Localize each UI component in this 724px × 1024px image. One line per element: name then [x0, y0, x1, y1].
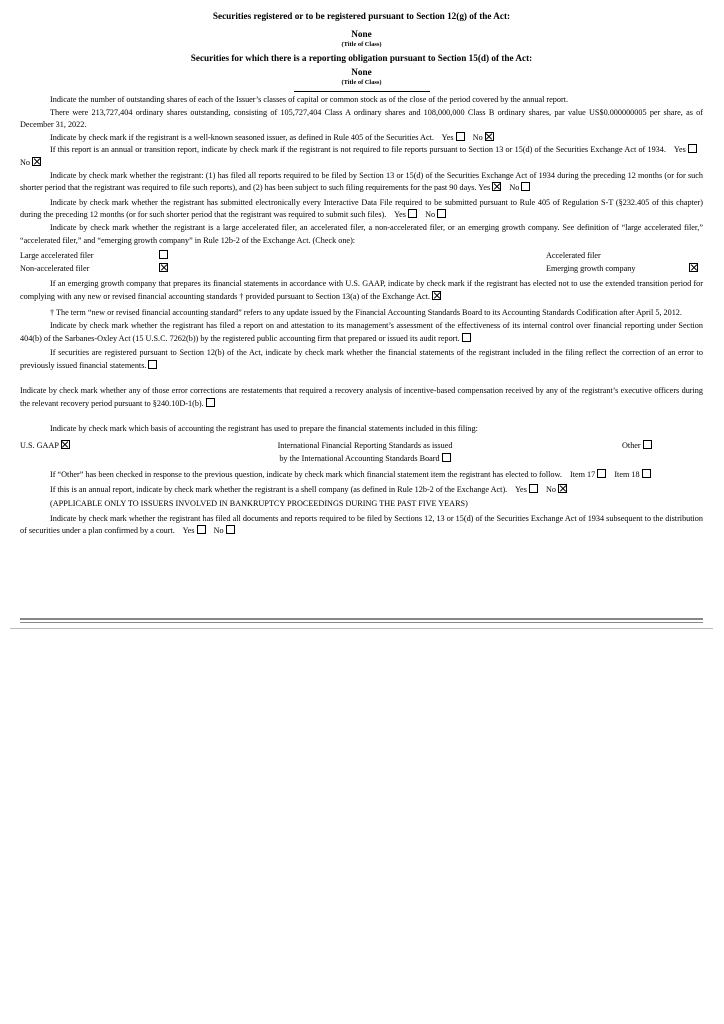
not-required-no-checkbox[interactable] — [32, 157, 41, 166]
us-gaap-option — [20, 440, 70, 453]
wksi-no-checkbox[interactable] — [485, 132, 494, 141]
restatements-question — [20, 385, 703, 410]
filed-reports-yes-checkbox[interactable] — [492, 182, 501, 191]
not-required-question — [20, 144, 703, 169]
error-correction-question — [20, 347, 703, 372]
ifrs-label-line1: International Financial Reporting Standards as issued — [277, 441, 453, 451]
basis-question: Indicate by check mark which basis of accounting the registrant has used to prepare the financial statements included in this filing: — [50, 424, 478, 434]
bankruptcy-question — [20, 513, 703, 538]
large-accelerated-checkbox[interactable] — [159, 250, 168, 263]
us-gaap-label: U.S. GAAP — [20, 441, 59, 451]
ifrs-checkbox[interactable] — [442, 453, 451, 462]
item18-checkbox[interactable] — [642, 469, 651, 478]
accelerated-label: Accelerated filer — [546, 251, 601, 261]
non-accelerated-label: Non-accelerated filer — [20, 264, 90, 274]
us-gaap-checkbox[interactable] — [61, 440, 70, 449]
egc-transition-question — [20, 278, 703, 303]
other-option — [622, 440, 652, 453]
basis-row — [20, 440, 703, 464]
error-correction-checkbox[interactable] — [148, 360, 157, 369]
shares-intro: Indicate the number of outstanding shares of each of the Issuer’s classes of capital or common stock as of the close of the period covered by the annual report. — [50, 95, 568, 104]
not-required-yes-label: Yes — [673, 145, 686, 155]
shell-question — [20, 484, 703, 497]
filed-reports-text: Indicate by check mark whether the registrant: (1) has filed all reports required to be filed by Section 13 or 15(d) of the Securities Exchange Act of 1934 during the preceding 12 months (or for such shorter period that the registrant was required to file such reports), and (2) has been subject to such filing requirements for the past 90 days. — [20, 170, 703, 193]
shell-yes-label: Yes — [514, 484, 527, 494]
interactive-no-checkbox[interactable] — [437, 209, 446, 218]
shell-text: If this is an annual report, indicate by check mark whether the registrant is a shell company (as defined in Rule 12b-2 of the Exchange Act). — [50, 484, 508, 494]
wksi-yes-label: Yes — [441, 132, 454, 142]
page-break-rule — [10, 628, 713, 629]
filer-row-1 — [20, 250, 703, 263]
shell-yes-checkbox[interactable] — [529, 484, 538, 493]
bankruptcy-no-checkbox[interactable] — [226, 525, 235, 534]
error-correction-text: If securities are registered pursuant to Section 12(b) of the Act, indicate by check mark whether the financial statements of the registrant included in the filing reflect the correction of an error to previously issued financial statements. — [20, 348, 703, 370]
wksi-yes-checkbox[interactable] — [456, 132, 465, 141]
other-followup-question — [20, 469, 703, 482]
section15d-heading: Securities for which there is a reporting obligation pursuant to Section 15(d) of the Act: — [190, 53, 533, 63]
wksi-no-label: No — [472, 132, 483, 142]
icfr-text: Indicate by check mark whether the registrant has filed a report on and attestation to its management’s assessment of the effectiveness of its internal control over financial reporting under Section 404(b) of the Sarbanes-Oxley Act (15 U.S.C. 7262(b)) by the registered public accounting firm that prepared or issued its audit report. — [20, 320, 703, 343]
other-checkbox[interactable] — [643, 440, 652, 449]
shell-no-label: No — [545, 484, 556, 494]
emerging-growth-checkbox[interactable] — [689, 263, 698, 276]
emerging-growth-label: Emerging growth company — [546, 264, 636, 274]
icfr-question — [20, 320, 703, 345]
restatements-checkbox[interactable] — [206, 398, 215, 407]
section12g-value: None — [351, 29, 372, 39]
item18-label: Item 18 — [614, 470, 640, 480]
filed-reports-yes-label: Yes — [478, 183, 491, 193]
egc-transition-checkbox[interactable] — [432, 291, 441, 300]
item17-checkbox[interactable] — [597, 469, 606, 478]
bankruptcy-yes-checkbox[interactable] — [197, 525, 206, 534]
not-required-text: If this report is an annual or transition report, indicate by check mark if the registrant is not required to file reports pursuant to Section 13 or 15(d) of the Securities Exchange Act of 1934. — [50, 145, 666, 155]
other-label: Other — [622, 441, 641, 451]
wksi-question — [20, 132, 703, 145]
section-end-rule — [20, 618, 703, 620]
interactive-text: Indicate by check mark whether the registrant has submitted electronically every Interactive Data File required to be submitted pursuant to Rule 405 of Regulation S-T (§232.405 of this chapter) during the preceding 12 months (or for such shorter period that the registrant was required to submit such files). — [20, 197, 703, 220]
section15d-value: None — [351, 67, 372, 77]
filer-row-2 — [20, 263, 703, 276]
shares-detail: There were 213,727,404 ordinary shares outstanding, consisting of 105,727,404 Class A ordinary shares and 108,000,000 Class B ordinary shares, par value US$0.000000005 per share, as of December 31, 2022. — [20, 107, 703, 130]
other-followup-text: If “Other” has been checked in response to the previous question, indicate by check mark which financial statement item the registrant has elected to follow. — [50, 470, 562, 480]
bankruptcy-heading: (APPLICABLE ONLY TO ISSUERS INVOLVED IN BANKRUPTCY PROCEEDINGS DURING THE PAST FIVE YEARS) — [50, 499, 468, 509]
interactive-yes-checkbox[interactable] — [408, 209, 417, 218]
filer-type-question: Indicate by check mark whether the registrant is a large accelerated filer, an accelerated filer, a non-accelerated filer, or an emerging growth company. See definition of “large accelerated filer,” “accelerated filer,” and “emerging growth company” in Rule 12b-2 of the Exchange Act. (Check one): — [20, 222, 703, 245]
egc-transition-text: If an emerging growth company that prepares its financial statements in accordance with U.S. GAAP, indicate by check mark if the registrant has elected not to use the extended transition period for complying with any new or revised financial accounting standards † provided pursuant to Section 13(a) of the Exchange Act. — [20, 279, 703, 301]
icfr-checkbox[interactable] — [462, 333, 471, 342]
ifrs-label-line2: by the International Accounting Standards Board — [279, 453, 440, 463]
not-required-yes-checkbox[interactable] — [688, 144, 697, 153]
filed-reports-no-checkbox[interactable] — [521, 182, 530, 191]
not-required-no-label: No — [20, 157, 31, 167]
non-accelerated-checkbox[interactable] — [159, 263, 168, 276]
item17-label: Item 17 — [569, 470, 596, 480]
form-page — [20, 10, 703, 538]
ifrs-option — [260, 440, 470, 465]
bankruptcy-text: Indicate by check mark whether the registrant has filed all documents and reports required to be filed by Sections 12, 13 or 15(d) of the Securities Exchange Act of 1934 subsequent to the distribution of securities under a plan confirmed by a court. — [20, 513, 703, 536]
section-end-rule-thin — [20, 622, 703, 623]
interactive-yes-label: Yes — [394, 210, 406, 220]
section12g-caption: (Title of Class) — [341, 41, 382, 48]
interactive-no-label: No — [425, 210, 436, 220]
interactive-question — [20, 197, 703, 222]
bankruptcy-yes-label: Yes — [182, 526, 195, 536]
dagger-note: † The term “new or revised financial accounting standard” refers to any update issued by the Financial Accounting Standards Board to its Accounting Standards Codification after April 5, 2012. — [50, 308, 682, 318]
large-accelerated-label: Large accelerated filer — [20, 251, 94, 261]
wksi-text: Indicate by check mark if the registrant is a well-known seasoned issuer, as defined in Rule 405 of the Securities Act. — [50, 132, 434, 142]
filed-reports-question — [20, 170, 703, 195]
bankruptcy-no-label: No — [213, 526, 224, 536]
section12g-heading: Securities registered or to be registered pursuant to Section 12(g) of the Act: — [212, 11, 511, 21]
heading-divider — [294, 91, 430, 92]
section15d-caption: (Title of Class) — [341, 79, 382, 86]
restatements-text: Indicate by check mark whether any of those error corrections are restatements that required a recovery analysis of incentive-based compensation received by any of the registrant’s executive officers during the relevant recovery period pursuant to §240.10D-1(b). — [20, 386, 703, 408]
shell-no-checkbox[interactable] — [558, 484, 567, 493]
filed-reports-no-label: No — [509, 183, 520, 193]
